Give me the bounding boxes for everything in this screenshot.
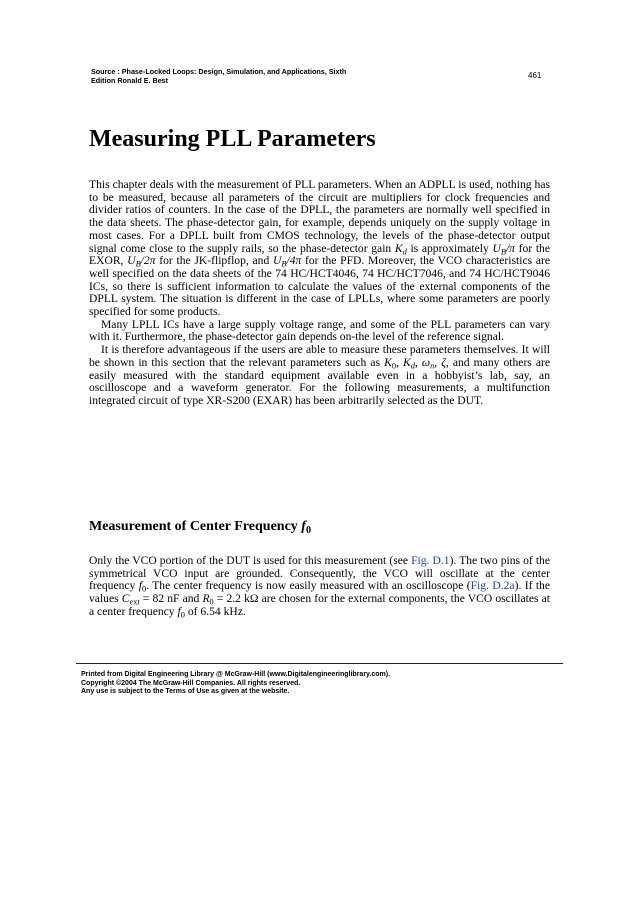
intro-paragraph-1: This chapter deals with the measurement of PLL parameters. When an ADPLL is used, nothing has to be measured, because all parameters of the circuit are multipliers for clock frequencies and divider ratios of counters. In the case of the DPLL, the parameters are normally well specified in the data sheets. The phase-detector gain, for example, depends uniquely on the supply voltage in most cases. For a DPLL built from CMOS technology, the levels of the phase-detector output signal come close to the supply rails, so the phase-detector gain $K_d$ is approximately $U_B/\pi$ for the EXOR, $U_B/2\pi$ for the JK-flipflop, and $U_B/4\pi$ for the PFD. Moreover, the VCO characteristics are well specified on the data sheets of the 74 HC/HCT4046, 74 HC/HCT7046, and 74 HC/HCT9046 ICs, so there is sufficient information to calculate the values of the external components of the DPLL system. The situation is different in the case of LPLLs, where some parameters are poorly specified for some products. bbox=[89, 178, 550, 319]
section-paragraph-1: Only the VCO portion of the DUT is used for this measurement (see Fig. D.1). The two pins of the symmetrical VCO input are grounded. Consequently, the VCO will oscillate at the center frequency $f_0$. The center frequency is now easily measured with an oscilloscope (Fig. D.2a). If the values $C_{ext} = 82$ nF and $R_0 = 2.2$ kΩ are chosen for the external components, the VCO oscillates at a center frequency $f_0$ of 6.54 kHz. bbox=[89, 554, 550, 620]
figure-link-d1[interactable]: Fig. D.1 bbox=[411, 554, 450, 567]
intro-text bbox=[89, 179, 550, 408]
footer-line-1: Printed from Digital Engineering Library @ McGraw-Hill (www.Digitalengineeringlibrary.com). bbox=[81, 671, 391, 678]
section-text bbox=[89, 555, 550, 619]
source-line-1: Source : Phase-Locked Loops: Design, Simulation, and Applications, Sixth bbox=[91, 67, 347, 76]
section-heading: Measurement of Center Frequency $f_0$ bbox=[89, 519, 312, 537]
footer-divider bbox=[76, 663, 563, 664]
footer-line-2: Copyright ©2004 The McGraw-Hill Companies. All rights reserved. bbox=[81, 679, 301, 687]
figure-link-d2a[interactable]: Fig. D.2a bbox=[470, 579, 515, 593]
intro-paragraph-3: It is therefore advantageous if the users are able to measure these parameters themselves. It will be shown in this section that the relevant parameters such as $K_0$, $K_d$, $\omega_n$, ζ, and many others are easily measured with the standard equipment available even in a hobbyist’s lab, say, an oscilloscope and a waveform generator. For the following measurements, a multifunction integrated circuit of type XR-S200 (EXAR) has been arbitrarily selected as the DUT. bbox=[89, 343, 551, 407]
page-number: 461 bbox=[528, 71, 542, 80]
intro-paragraph-2: Many LPLL ICs have a large supply voltage range, and some of the PLL parameters can vary with it. Furthermore, the phase-detector gain depends on-the level of the reference signal. bbox=[89, 317, 550, 344]
source-line-2: Edition Ronald E. Best bbox=[91, 76, 169, 85]
source-citation bbox=[91, 67, 421, 85]
chapter-title: Measuring PLL Parameters bbox=[89, 126, 376, 152]
footer-notice bbox=[81, 671, 551, 697]
footer-line-3: Any use is subject to the Terms of Use as given at the website. bbox=[81, 688, 290, 696]
